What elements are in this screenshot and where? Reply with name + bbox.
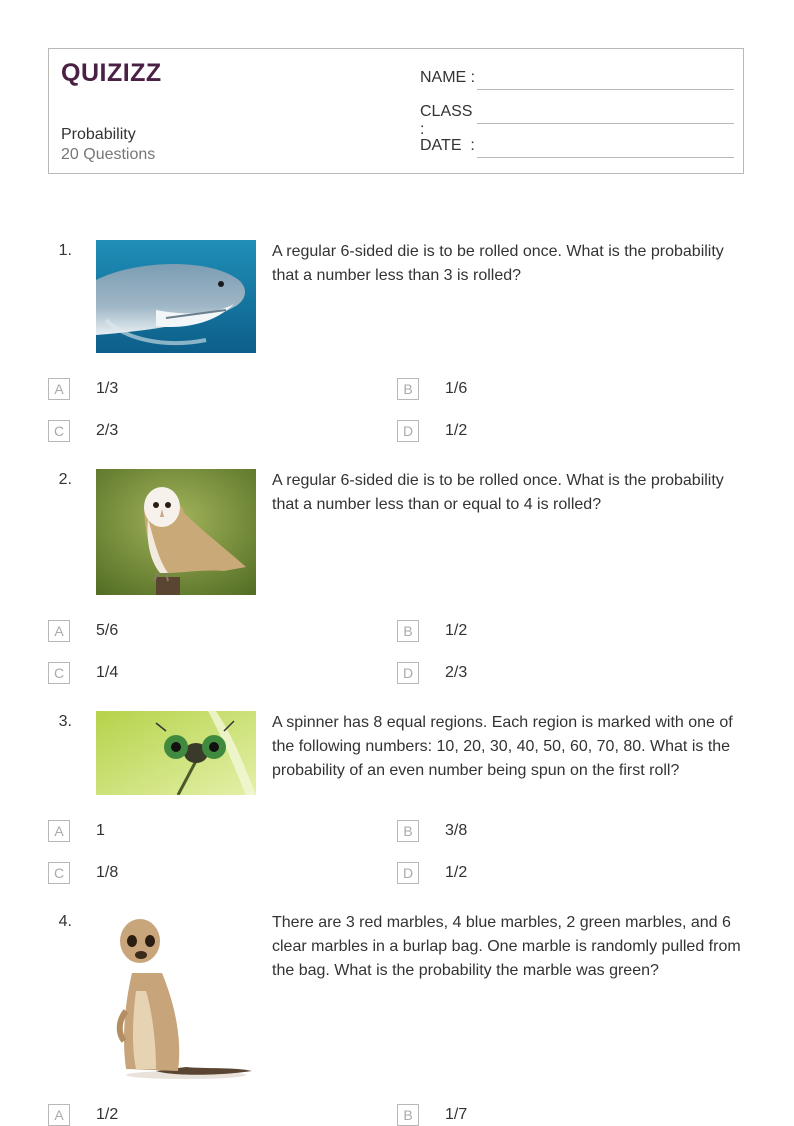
name-line[interactable] — [477, 89, 734, 90]
class-line[interactable] — [477, 123, 734, 124]
option-b-box[interactable]: B — [397, 1104, 419, 1126]
question-number: 1. — [58, 242, 72, 259]
date-field[interactable] — [420, 137, 734, 155]
option-d-box[interactable]: D — [397, 662, 419, 684]
option-d-box[interactable]: D — [397, 862, 419, 884]
worksheet-title: Probability — [61, 126, 136, 143]
option-c-box[interactable]: C — [48, 420, 70, 442]
worksheet-header — [48, 48, 744, 174]
option-b-box[interactable]: B — [397, 378, 419, 400]
option-d-text[interactable]: 2/3 — [445, 664, 468, 681]
option-d-text[interactable]: 1/2 — [445, 864, 468, 881]
option-b-text[interactable]: 1/7 — [445, 1106, 468, 1123]
option-a-text[interactable]: 1/2 — [96, 1106, 119, 1123]
option-b-box[interactable]: B — [397, 620, 419, 642]
question-count: 20 Questions — [61, 146, 156, 163]
option-c-box[interactable]: C — [48, 862, 70, 884]
date-line[interactable] — [477, 157, 734, 158]
class-label: CLASS : — [420, 103, 473, 138]
option-d-text[interactable]: 1/2 — [445, 422, 468, 439]
question-text: A regular 6-sided die is to be rolled once. What is the probability that a number less than 3 is rolled? — [272, 243, 724, 284]
option-b-text[interactable]: 1/2 — [445, 622, 468, 639]
option-b-text[interactable]: 3/8 — [445, 822, 468, 839]
option-b-box[interactable]: B — [397, 820, 419, 842]
quizizz-logo: QUIZIZZ — [61, 59, 162, 87]
option-c-text[interactable]: 1/8 — [96, 864, 119, 881]
name-label: NAME : — [420, 69, 476, 86]
option-a-box[interactable]: A — [48, 620, 70, 642]
dragonfly-image — [96, 711, 256, 795]
class-field[interactable] — [420, 103, 734, 139]
option-a-box[interactable]: A — [48, 820, 70, 842]
option-a-box[interactable]: A — [48, 1104, 70, 1126]
option-c-text[interactable]: 2/3 — [96, 422, 119, 439]
question-text: A spinner has 8 equal regions. Each region is marked with one of the following numbers: 10, 20, 30, 40, 50, 60, 70, 80. What is the probability of an even number being spun on the first roll? — [272, 714, 733, 779]
question-number: 2. — [58, 471, 72, 488]
question-text: There are 3 red marbles, 4 blue marbles, 2 green marbles, and 6 clear marbles in a burlap bag. One marble is randomly pulled from the bag. What is the probability the marble was green? — [272, 914, 741, 979]
question-text: A regular 6-sided die is to be rolled once. What is the probability that a number less than or equal to 4 is rolled? — [272, 472, 724, 513]
option-d-box[interactable]: D — [397, 420, 419, 442]
owl-image — [96, 469, 256, 595]
question-number: 4. — [58, 913, 72, 930]
meerkat-image — [96, 911, 256, 1081]
name-field[interactable] — [420, 69, 734, 87]
option-b-text[interactable]: 1/6 — [445, 380, 468, 397]
option-a-text[interactable]: 5/6 — [96, 622, 119, 639]
option-a-text[interactable]: 1/3 — [96, 380, 119, 397]
shark-image — [96, 240, 256, 353]
question-number: 3. — [58, 713, 72, 730]
option-c-text[interactable]: 1/4 — [96, 664, 119, 681]
option-a-text[interactable]: 1 — [96, 822, 105, 839]
option-a-box[interactable]: A — [48, 378, 70, 400]
date-label: DATE : — [420, 137, 475, 154]
option-c-box[interactable]: C — [48, 662, 70, 684]
